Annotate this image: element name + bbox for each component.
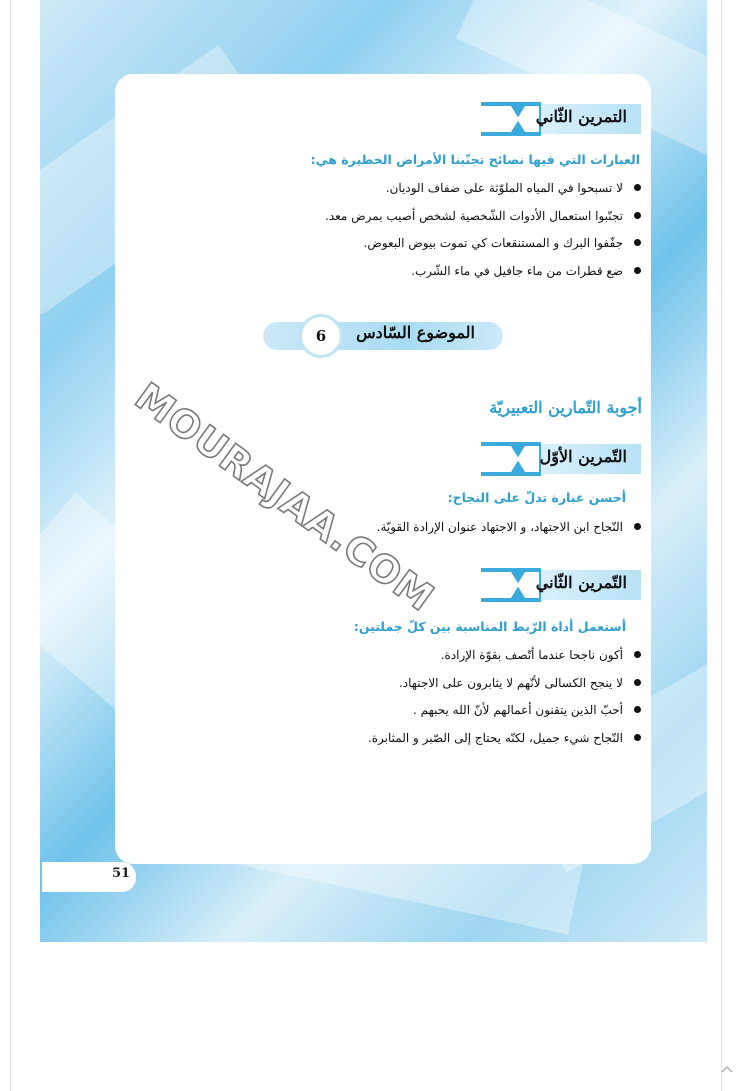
watermark: MOURAJAA.COM — [127, 374, 443, 621]
list-item: أحبّ الذين يتقنون أعمالهم لأنّ الله يحبهم . — [368, 700, 643, 728]
page-frame-left — [10, 0, 11, 1091]
topic-title: الموضوع السّادس — [356, 323, 475, 342]
exercise-two-b-title: التّمرين الثّاني — [535, 573, 627, 592]
list-item: جفّفوا البرك و المستنقعات كي تموت بيوض البعوض. — [325, 233, 643, 261]
topic-number: 6 — [299, 314, 343, 358]
page-frame-right — [721, 0, 722, 1091]
exercise-two-b-list — [368, 645, 643, 755]
exercise-one-list — [377, 517, 643, 545]
list-item: النّجاح شيء جميل، لكنّه يحتاج إلى الصّبر و المثابرة. — [368, 728, 643, 756]
chevron-left-icon — [481, 102, 541, 136]
exercise-one-subheading: أحسن عبارة تدلّ على النجاح: — [447, 490, 626, 505]
exercise-two-b-subheading: أستعمل أداة الرّبط المناسبة بين كلّ جملتين: — [353, 619, 626, 634]
topic-banner — [263, 310, 503, 360]
list-item: تجنّبوا استعمال الأدوات الشّخصية لشخص أصيب بمرض معد. — [325, 206, 643, 234]
list-item: ضع قطرات من ماء جافيل في ماء الشّرب. — [325, 261, 643, 289]
list-item: لا ينجح الكسالى لأنّهم لا يثابرون على الاجتهاد. — [368, 673, 643, 701]
page-number: 51 — [112, 866, 131, 881]
exercise-two-subheading: العبارات التي فيها نصائح تجنّبنا الأمراض الخطيرة هي: — [310, 152, 640, 167]
exercise-two-list — [325, 178, 643, 288]
list-item: النّجاح ابن الاجتهاد، و الاجتهاد عنوان الإرادة القويّة. — [377, 517, 643, 545]
exercise-one-title: التّمرين الأوّل — [539, 447, 627, 466]
exercise-two-title-box — [481, 102, 641, 136]
exercise-two-title: التمرين الثّاني — [535, 107, 627, 126]
list-item: أكون ناجحا عندما أتّصف بقوّة الإرادة. — [368, 645, 643, 673]
chevron-up-icon[interactable] — [719, 1061, 735, 1077]
list-item: لا تسبحوا في المياه الملوّثة على ضفاف الوديان. — [325, 178, 643, 206]
exercise-one-title-box — [481, 442, 641, 476]
chevron-left-icon — [481, 568, 541, 602]
exercise-two-b-title-box — [481, 568, 641, 602]
section-heading: أجوبة التّمارين التعبيريّة — [489, 398, 642, 417]
chevron-left-icon — [481, 442, 541, 476]
